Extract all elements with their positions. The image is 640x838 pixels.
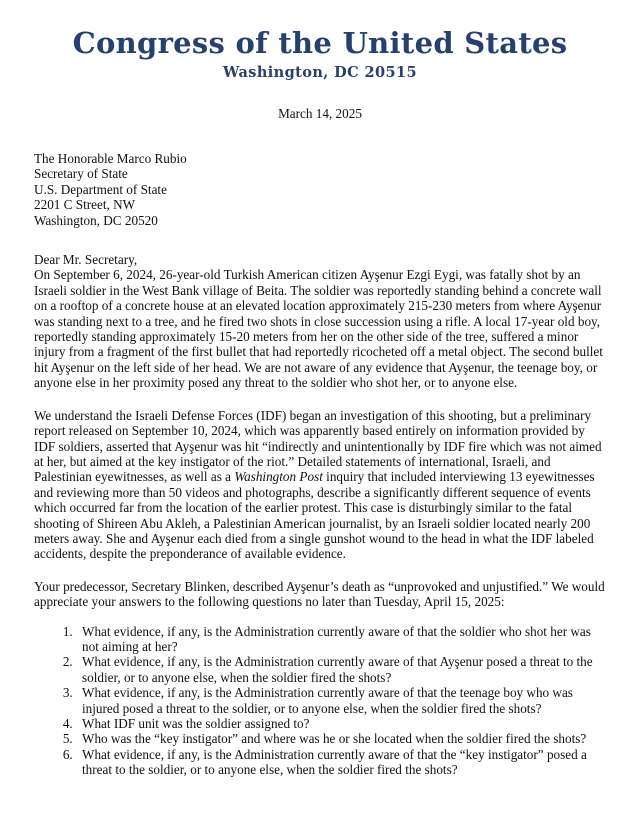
question-item: 2. What evidence, if any, is the Administration currently aware of that Ayşenur posed a threat to the soldier, or to anyone else, when the soldier fired the shots? — [76, 654, 606, 685]
addressee-line-title: Secretary of State — [34, 166, 128, 182]
addressee-line-name: The Honorable Marco Rubio — [34, 151, 187, 166]
question-item: 1. What evidence, if any, is the Administration currently aware of that the soldier who shot her was not aiming at her? — [76, 624, 606, 655]
letterhead-title: Congress of the United States — [72, 26, 568, 60]
questions-list — [34, 624, 606, 778]
addressee-line-agency: U.S. Department of State — [34, 181, 167, 197]
letter-body — [34, 0, 606, 778]
paragraph-incident: On September 6, 2024, 26-year-old Turkish American citizen Ayşenur Ezgi Eygi, was fatally shot by an Israeli soldier in the West Bank village of Beita. The soldier was reportedly standing behind a concrete wall on a rooftop of a concrete house at an elevated location approximately 215-230 meters from where Ayşenur was standing next to a tree, and he fired two shots in close succession using a rifle. A local 17-year old boy, reportedly standing approximately 15-20 meters from her on the other side of the tree, suffered a minor injury from a fragment of the first bullet that had reportedly ricocheted off a metal object. The second bullet hit Ayşenur on the left side of her head. We are not aware of any evidence that Ayşenur, the teenage boy, or anyone else in her proximity posed any threat to the soldier who shot her, or to anyone else. — [34, 267, 603, 391]
publication-citation: Washington Post — [234, 469, 323, 485]
question-item: 5. Who was the “key instigator” and where was he or she located when the soldier fired the shots? — [76, 731, 606, 746]
addressee-line-street: 2201 C Street, NW — [34, 197, 136, 213]
salutation: Dear Mr. Secretary, — [34, 252, 138, 268]
date-line: March 14, 2025 — [278, 106, 362, 121]
paragraph-investigation — [34, 408, 606, 562]
question-item: 4. What IDF unit was the soldier assigned to? — [76, 716, 606, 731]
paragraph-request: Your predecessor, Secretary Blinken, described Ayşenur’s death as “unprovoked and unjustified.” We would appreciate your answers to the following questions no later than Tuesday, April 15, 2025: — [34, 578, 605, 610]
paragraph-investigation-part1: We understand the Israeli Defense Forces (IDF) began an investigation of this shooting, but a preliminary report released on September 10, 2024, which was apparently based entirely on information provided by IDF soldiers, asserted that Ayşenur was hit “indirectly and unintentionally by IDF fire which was not aimed at her, but aimed at the key instigator of the riot.” Detailed statements of international, Israeli, and Palestinian eyewitnesses, as well as a — [34, 407, 602, 485]
question-item: 6. What evidence, if any, is the Administration currently aware of that the “key instigator” posed a threat to the soldier, or to anyone else, when the soldier fired the shots? — [76, 747, 606, 778]
question-item: 3. What evidence, if any, is the Administration currently aware of that the teenage boy who was injured posed a threat to the soldier, or to anyone else, when the soldier fired the shots? — [76, 685, 606, 716]
addressee-line-city: Washington, DC 20520 — [34, 212, 158, 228]
addressee-block — [34, 151, 606, 228]
paragraph-investigation-part2: inquiry that included interviewing 13 eyewitnesses and reviewing more than 50 videos and photographs, describe a significantly different sequence of events which occurred far from the location of the earlier protest. This case is disturbingly similar to the fatal shooting of Shireen Abu Akleh, a Palestinian American journalist, by an Israeli soldier located nearly 200 meters away. She and Ayşenur each died from a single gunshot wound to the head in what the IDF labeled accidents, despite the preponderance of available evidence. — [34, 469, 595, 562]
letterhead-subtitle: Washington, DC 20515 — [223, 64, 417, 82]
